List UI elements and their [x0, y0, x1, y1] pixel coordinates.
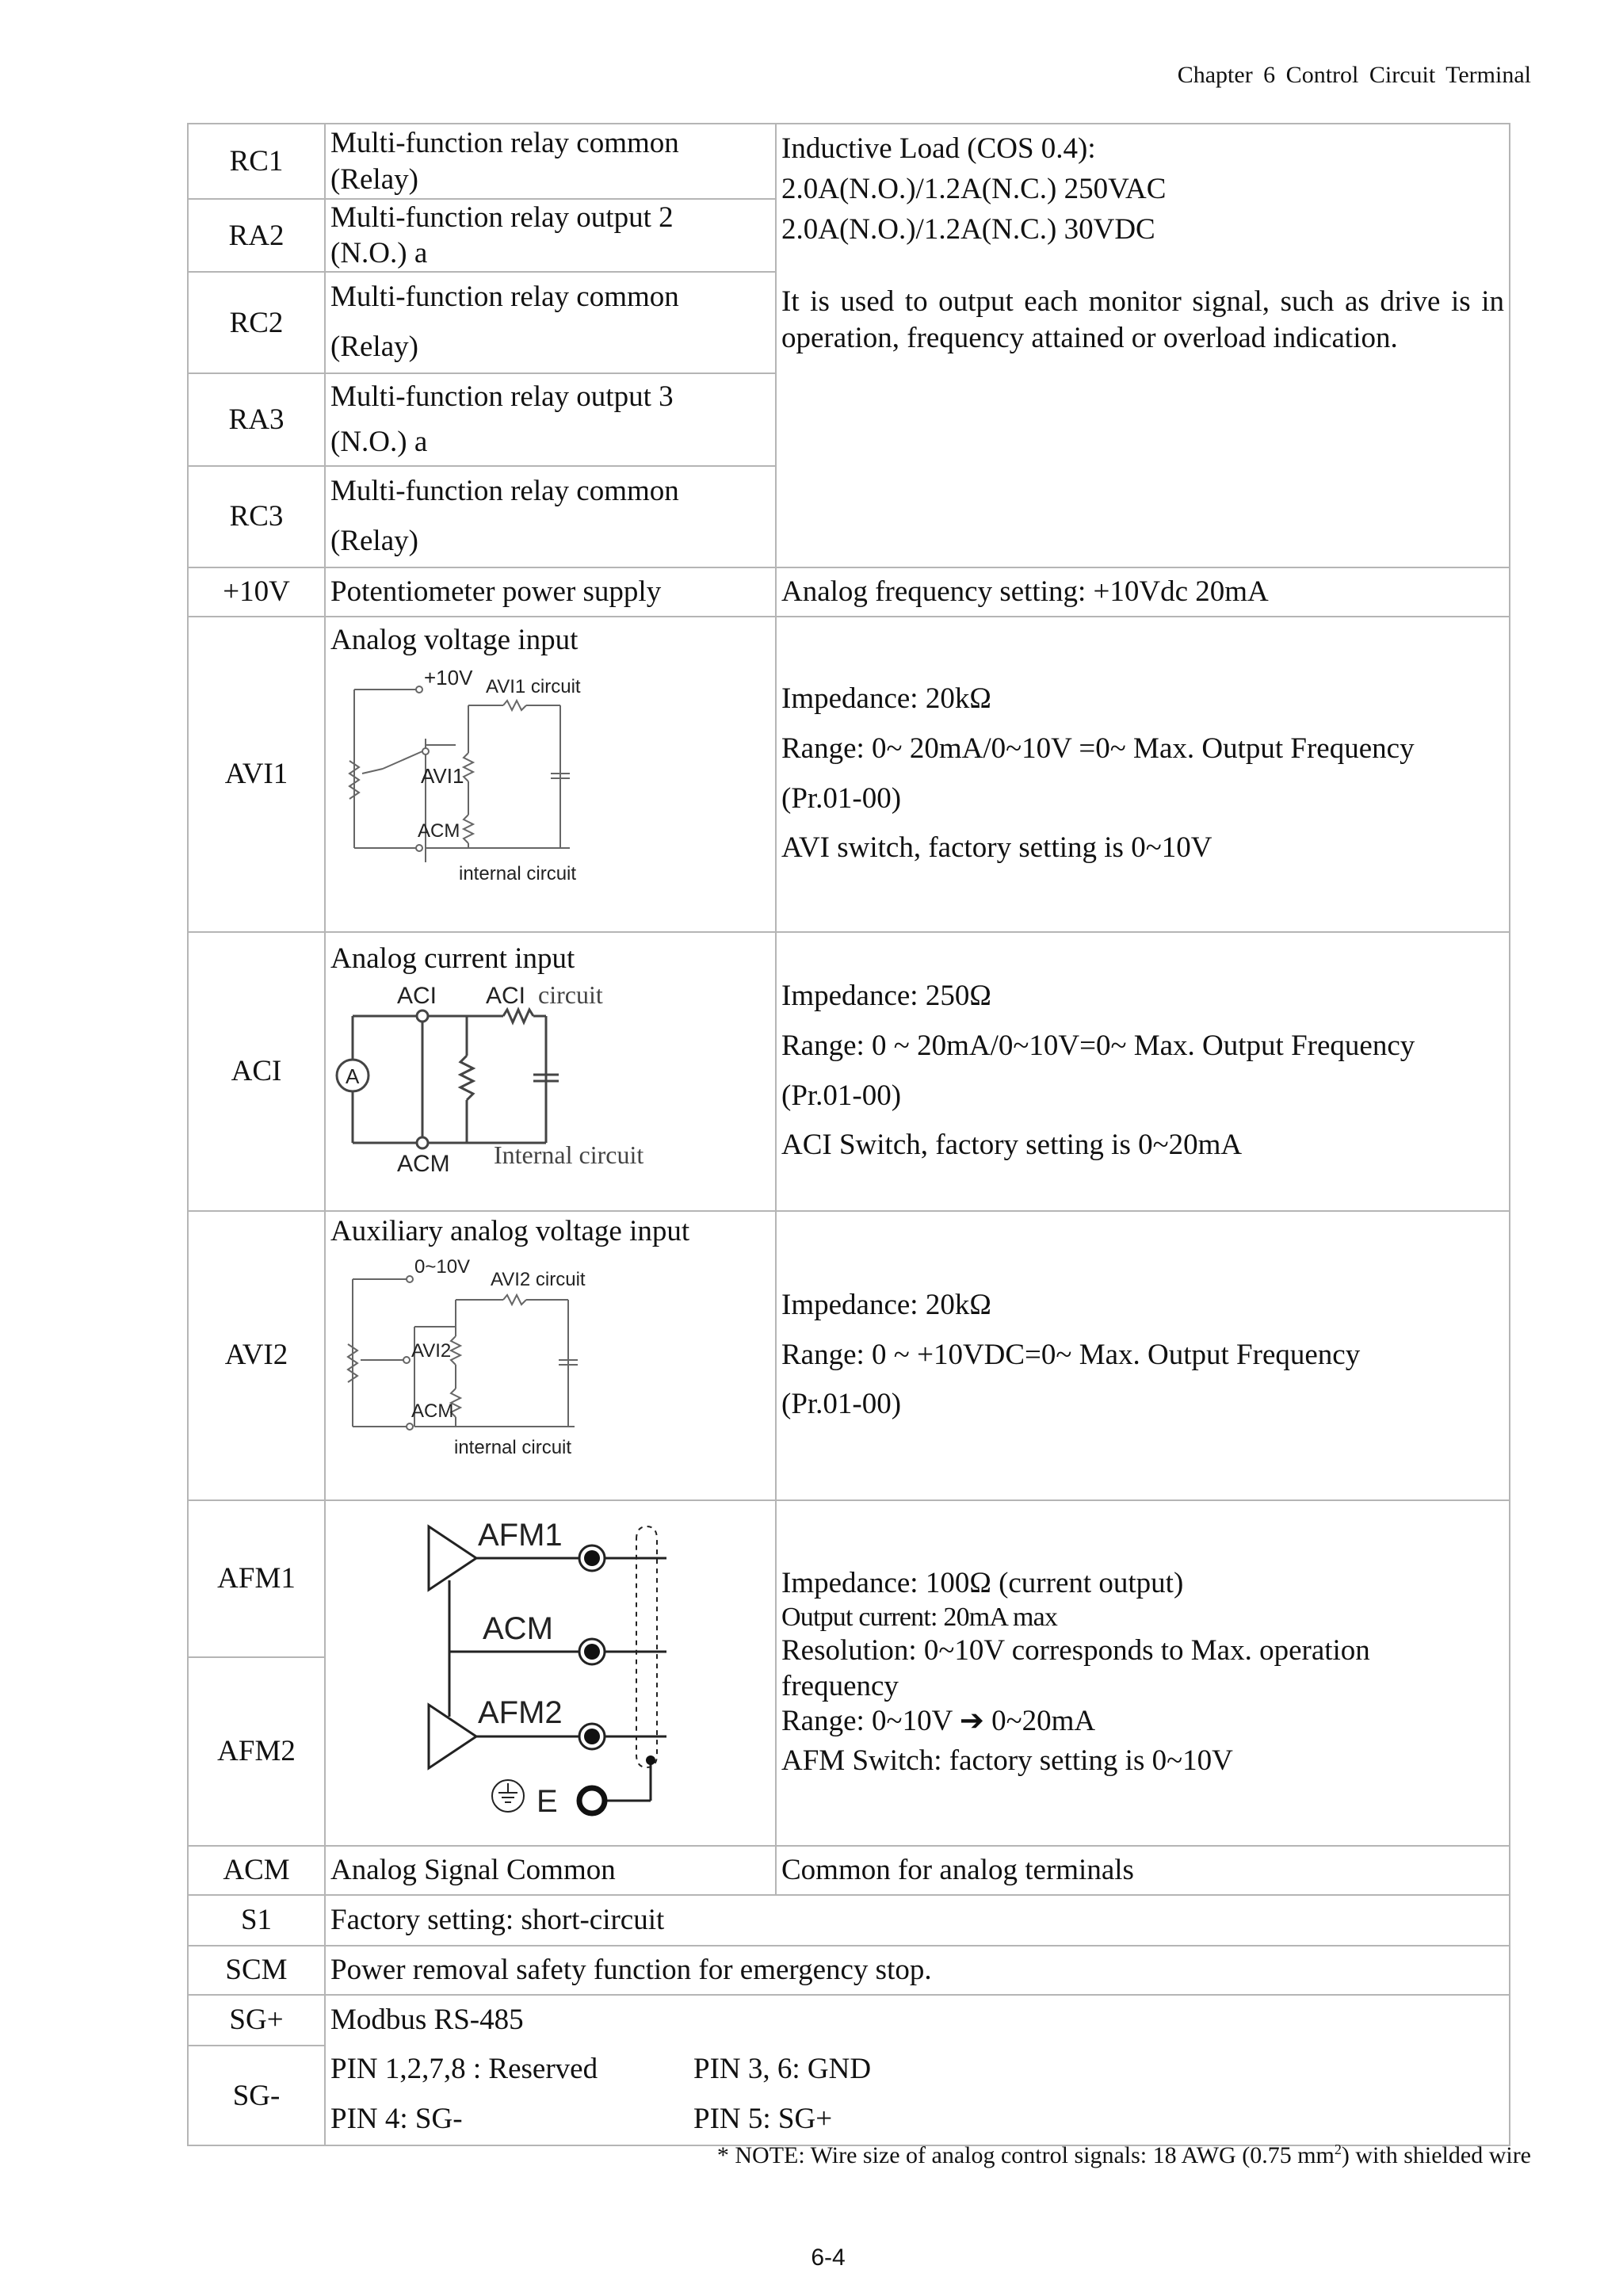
table-row — [188, 124, 1510, 199]
table-row — [188, 617, 1510, 932]
relay-desc-line: Inductive Load (COS 0.4): — [781, 132, 1096, 165]
aci-common-label: ACM — [397, 1150, 450, 1177]
function-line: Multi-function relay output 3 — [330, 380, 674, 414]
pin-sg-plus: PIN 5: SG+ — [693, 2103, 833, 2136]
description-aci — [776, 932, 1510, 1211]
aci-circuit-diagram — [330, 976, 695, 1182]
control-terminal-table — [187, 123, 1510, 2146]
desc-line: Impedance: 100Ω (current output) — [781, 1567, 1184, 1600]
desc-line: AFM Switch: factory setting is 0~10V — [781, 1744, 1233, 1778]
function-title: Analog voltage input — [330, 623, 579, 656]
aci-circuit-prefix: ACI — [486, 982, 526, 1009]
relay-desc-line: 2.0A(N.O.)/1.2A(N.C.) 250VAC — [781, 173, 1167, 206]
description-avi1 — [776, 617, 1510, 932]
terminal-avi1: AVI1 — [188, 617, 325, 932]
function-acm: Analog Signal Common — [325, 1846, 776, 1895]
terminal-sg-minus: SG- — [188, 2046, 325, 2145]
function-avi2 — [325, 1211, 776, 1500]
function-rc2 — [325, 272, 776, 373]
relay-desc-line: It is used to output each monitor signal, such as drive is in operation, frequency attained or overload indication. — [781, 285, 1504, 354]
afm-output-diagram — [326, 1503, 776, 1843]
note-text: * NOTE: Wire size of analog control signals: 18 AWG (0.75 mm — [716, 2142, 1335, 2168]
desc-line: Resolution: 0~10V corresponds to Max. operation — [781, 1634, 1370, 1668]
desc-line: Range: 0 ~ +10VDC=0~ Max. Output Frequency — [781, 1338, 1361, 1371]
desc-line: ACI Switch, factory setting is 0~20mA — [781, 1129, 1243, 1162]
avi2-common-label: ACM — [411, 1400, 454, 1422]
function-line: (Relay) — [330, 330, 418, 364]
function-rc1 — [325, 124, 776, 199]
terminal-plus10v: +10V — [188, 567, 325, 617]
desc-line: Output current: 20mA max — [781, 1602, 1058, 1632]
avi2-supply-label: 0~10V — [414, 1255, 471, 1278]
pin-reserved: PIN 1,2,7,8 : Reserved — [330, 2053, 598, 2086]
description-modbus — [325, 1995, 1510, 2146]
description-avi2 — [776, 1211, 1510, 1500]
terminal-ra2: RA2 — [188, 199, 325, 272]
pin-line — [330, 2045, 1504, 2095]
note-superscript: 2 — [1334, 2141, 1342, 2157]
terminal-avi2: AVI2 — [188, 1211, 325, 1500]
function-line: (N.O.) a — [330, 426, 428, 459]
ground-icon — [492, 1780, 524, 1812]
avi2-input-label: AVI2 — [411, 1339, 452, 1362]
pin-gnd: PIN 3, 6: GND — [693, 2053, 872, 2086]
avi1-internal-label: internal circuit — [459, 862, 577, 884]
table-row — [188, 932, 1510, 1211]
desc-line: Range: 0~10V ➔ 0~20mA — [781, 1705, 1096, 1738]
desc-line: (Pr.01-00) — [781, 1079, 902, 1112]
table-row — [188, 1895, 1510, 1946]
description-afm — [776, 1500, 1510, 1846]
description-plus10v: Analog frequency setting: +10Vdc 20mA — [776, 567, 1510, 617]
terminal-ra3: RA3 — [188, 373, 325, 466]
avi1-circuit-label: AVI1 circuit — [486, 675, 581, 697]
aci-input-label: ACI — [397, 982, 437, 1009]
modbus-title: Modbus RS-485 — [330, 2003, 524, 2036]
function-ra2 — [325, 199, 776, 272]
desc-line: (Pr.01-00) — [781, 1388, 902, 1421]
function-line: (Relay) — [330, 524, 418, 557]
page-number: 6-4 — [811, 2244, 846, 2271]
desc-line: AVI switch, factory setting is 0~10V — [781, 831, 1212, 865]
terminal-afm1: AFM1 — [188, 1500, 325, 1657]
desc-line: Impedance: 250Ω — [781, 979, 991, 1012]
table-row — [188, 1211, 1510, 1500]
earth-label: E — [537, 1783, 558, 1819]
terminal-rc2: RC2 — [188, 272, 325, 373]
function-line: Multi-function relay output 2 — [330, 201, 674, 234]
terminal-aci: ACI — [188, 932, 325, 1211]
note-text-end: ) with shielded wire — [1341, 2142, 1531, 2168]
table-row — [188, 1946, 1510, 1995]
table-row — [188, 1995, 1510, 2046]
aci-circuit-suffix: circuit — [538, 980, 603, 1009]
table-row — [188, 1846, 1510, 1895]
description-scm: Power removal safety function for emergency stop. — [325, 1946, 1510, 1995]
avi2-circuit-diagram — [338, 1249, 624, 1471]
afm-diagram-cell — [325, 1500, 776, 1846]
function-ra3 — [325, 373, 776, 466]
function-line: Multi-function relay common — [330, 281, 679, 314]
function-aci — [325, 932, 776, 1211]
terminal-rc1: RC1 — [188, 124, 325, 199]
ammeter-label: A — [346, 1064, 360, 1088]
function-title: Auxiliary analog voltage input — [330, 1214, 690, 1247]
description-acm: Common for analog terminals — [776, 1846, 1510, 1895]
description-s1: Factory setting: short-circuit — [325, 1895, 1510, 1946]
terminal-afm2: AFM2 — [188, 1657, 325, 1846]
pin-line — [330, 2095, 1504, 2145]
desc-line: (Pr.01-00) — [781, 781, 902, 815]
wire-size-note — [717, 2141, 1531, 2169]
terminal-s1: S1 — [188, 1895, 325, 1946]
function-title: Analog current input — [330, 942, 575, 975]
terminal-rc3: RC3 — [188, 466, 325, 567]
desc-line: Range: 0~ 20mA/0~10V =0~ Max. Output Frequency — [781, 732, 1415, 765]
avi1-circuit-diagram — [340, 658, 625, 896]
relay-desc-line: 2.0A(N.O.)/1.2A(N.C.) 30VDC — [781, 213, 1155, 246]
desc-line: Impedance: 20kΩ — [781, 1288, 991, 1321]
aci-internal-label: Internal circuit — [494, 1140, 644, 1169]
afm2-output-label: AFM2 — [478, 1694, 563, 1730]
avi1-supply-label: +10V — [424, 665, 473, 690]
function-plus10v: Potentiometer power supply — [325, 567, 776, 617]
chapter-header: Chapter 6 Control Circuit Terminal — [1177, 62, 1531, 88]
terminal-sg-plus: SG+ — [188, 1995, 325, 2046]
terminal-scm: SCM — [188, 1946, 325, 1995]
afm1-output-label: AFM1 — [478, 1517, 563, 1553]
table-row — [188, 567, 1510, 617]
avi1-common-label: ACM — [418, 819, 460, 842]
terminal-acm: ACM — [188, 1846, 325, 1895]
desc-line: frequency — [781, 1669, 899, 1702]
table-row — [188, 1500, 1510, 1657]
pin-sg-minus: PIN 4: SG- — [330, 2103, 463, 2136]
function-line: Multi-function relay common — [330, 474, 679, 507]
desc-line: Range: 0 ~ 20mA/0~10V=0~ Max. Output Frequency — [781, 1029, 1415, 1062]
avi2-circuit-label: AVI2 circuit — [491, 1268, 586, 1290]
avi2-internal-label: internal circuit — [454, 1436, 572, 1458]
function-line: (N.O.) a — [330, 237, 428, 270]
function-line: Multi-function relay common — [330, 127, 679, 160]
desc-line: Impedance: 20kΩ — [781, 682, 991, 715]
relay-description — [776, 124, 1510, 567]
acm-common-label: ACM — [483, 1610, 553, 1646]
avi1-input-label: AVI1 — [421, 763, 464, 788]
terminal-table-wrapper — [187, 123, 1509, 2136]
function-line: (Relay) — [330, 162, 418, 196]
function-rc3 — [325, 466, 776, 567]
function-avi1 — [325, 617, 776, 932]
